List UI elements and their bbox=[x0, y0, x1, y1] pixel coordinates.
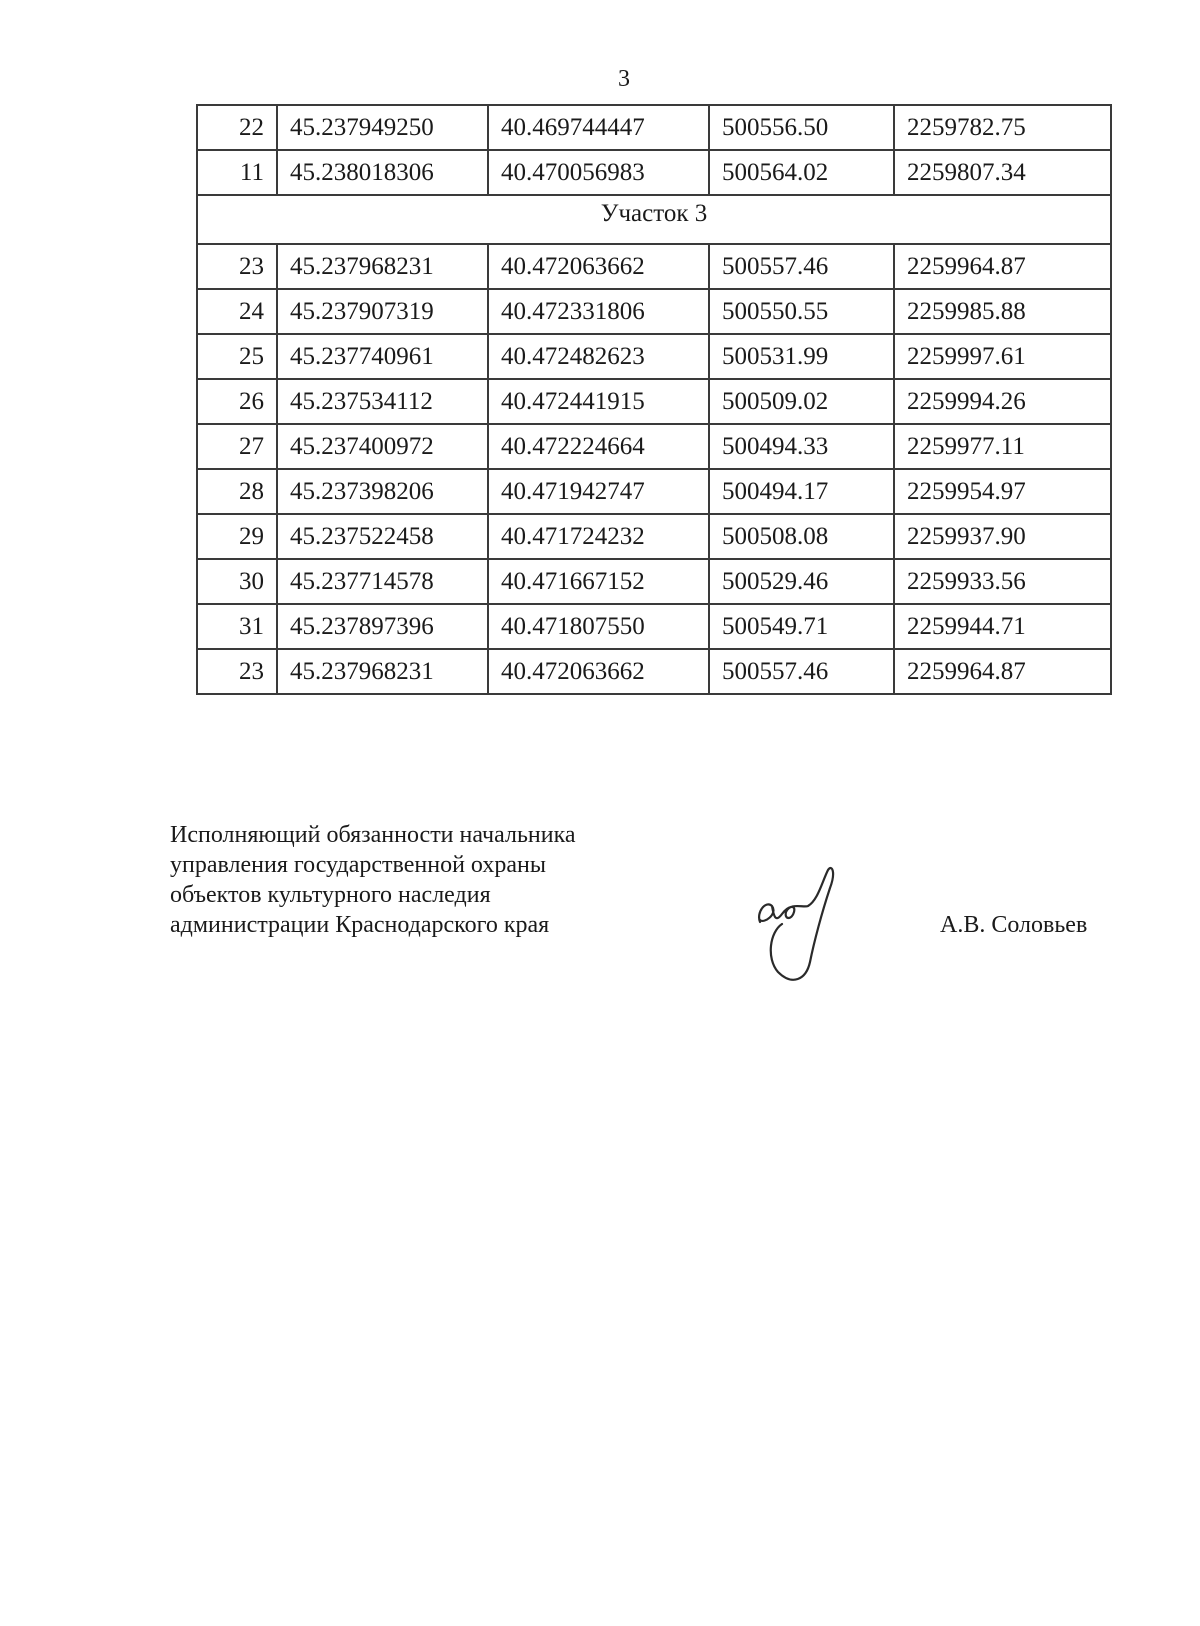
table-row bbox=[197, 334, 1111, 379]
longitude-cell: 40.472441915 bbox=[488, 379, 709, 424]
longitude-cell: 40.471942747 bbox=[488, 469, 709, 514]
y-coordinate-cell: 2259944.71 bbox=[894, 604, 1111, 649]
y-coordinate-cell: 2259985.88 bbox=[894, 289, 1111, 334]
x-coordinate-cell: 500494.33 bbox=[709, 424, 894, 469]
signatory-position-line: объектов культурного наследия bbox=[170, 882, 491, 908]
latitude-cell: 45.237740961 bbox=[277, 334, 488, 379]
longitude-cell: 40.471807550 bbox=[488, 604, 709, 649]
latitude-cell: 45.237907319 bbox=[277, 289, 488, 334]
signatory-position-line: управления государственной охраны bbox=[170, 852, 546, 878]
latitude-cell: 45.237398206 bbox=[277, 469, 488, 514]
y-coordinate-cell: 2259937.90 bbox=[894, 514, 1111, 559]
point-number-cell: 31 bbox=[197, 604, 277, 649]
y-coordinate-cell: 2259997.61 bbox=[894, 334, 1111, 379]
table-row bbox=[197, 150, 1111, 195]
longitude-cell: 40.469744447 bbox=[488, 105, 709, 150]
section-row bbox=[197, 195, 1111, 244]
table-row bbox=[197, 424, 1111, 469]
point-number-cell: 29 bbox=[197, 514, 277, 559]
longitude-cell: 40.471667152 bbox=[488, 559, 709, 604]
signatory-position-line: Исполняющий обязанности начальника bbox=[170, 822, 576, 848]
table-row bbox=[197, 514, 1111, 559]
signature-stroke bbox=[759, 868, 833, 980]
latitude-cell: 45.238018306 bbox=[277, 150, 488, 195]
y-coordinate-cell: 2259977.11 bbox=[894, 424, 1111, 469]
longitude-cell: 40.472063662 bbox=[488, 244, 709, 289]
coordinates-table bbox=[196, 104, 1112, 695]
signatory-position-line: администрации Краснодарского края bbox=[170, 912, 550, 938]
latitude-cell: 45.237968231 bbox=[277, 649, 488, 694]
latitude-cell: 45.237897396 bbox=[277, 604, 488, 649]
point-number-cell: 27 bbox=[197, 424, 277, 469]
x-coordinate-cell: 500557.46 bbox=[709, 244, 894, 289]
y-coordinate-cell: 2259782.75 bbox=[894, 105, 1111, 150]
coordinates-table-body bbox=[197, 105, 1111, 694]
y-coordinate-cell: 2259994.26 bbox=[894, 379, 1111, 424]
signatory-position bbox=[170, 820, 576, 940]
y-coordinate-cell: 2259964.87 bbox=[894, 244, 1111, 289]
latitude-cell: 45.237534112 bbox=[277, 379, 488, 424]
point-number-cell: 11 bbox=[197, 150, 277, 195]
point-number-cell: 28 bbox=[197, 469, 277, 514]
point-number-cell: 22 bbox=[197, 105, 277, 150]
point-number-cell: 25 bbox=[197, 334, 277, 379]
longitude-cell: 40.470056983 bbox=[488, 150, 709, 195]
longitude-cell: 40.471724232 bbox=[488, 514, 709, 559]
table-row bbox=[197, 559, 1111, 604]
table-row bbox=[197, 289, 1111, 334]
point-number-cell: 26 bbox=[197, 379, 277, 424]
table-row bbox=[197, 469, 1111, 514]
latitude-cell: 45.237968231 bbox=[277, 244, 488, 289]
signer-name: А.В. Соловьев bbox=[940, 912, 1088, 938]
longitude-cell: 40.472224664 bbox=[488, 424, 709, 469]
longitude-cell: 40.472063662 bbox=[488, 649, 709, 694]
latitude-cell: 45.237714578 bbox=[277, 559, 488, 604]
point-number-cell: 30 bbox=[197, 559, 277, 604]
table-row bbox=[197, 379, 1111, 424]
y-coordinate-cell: 2259933.56 bbox=[894, 559, 1111, 604]
y-coordinate-cell: 2259807.34 bbox=[894, 150, 1111, 195]
page-number: 3 bbox=[618, 66, 630, 92]
x-coordinate-cell: 500557.46 bbox=[709, 649, 894, 694]
longitude-cell: 40.472331806 bbox=[488, 289, 709, 334]
x-coordinate-cell: 500529.46 bbox=[709, 559, 894, 604]
table-row bbox=[197, 105, 1111, 150]
x-coordinate-cell: 500556.50 bbox=[709, 105, 894, 150]
y-coordinate-cell: 2259954.97 bbox=[894, 469, 1111, 514]
point-number-cell: 24 bbox=[197, 289, 277, 334]
table-row bbox=[197, 649, 1111, 694]
x-coordinate-cell: 500564.02 bbox=[709, 150, 894, 195]
latitude-cell: 45.237522458 bbox=[277, 514, 488, 559]
longitude-cell: 40.472482623 bbox=[488, 334, 709, 379]
section-label: Участок 3 bbox=[197, 195, 1111, 244]
handwritten-signature bbox=[752, 862, 862, 992]
x-coordinate-cell: 500508.08 bbox=[709, 514, 894, 559]
x-coordinate-cell: 500509.02 bbox=[709, 379, 894, 424]
y-coordinate-cell: 2259964.87 bbox=[894, 649, 1111, 694]
latitude-cell: 45.237400972 bbox=[277, 424, 488, 469]
table-row bbox=[197, 244, 1111, 289]
x-coordinate-cell: 500549.71 bbox=[709, 604, 894, 649]
x-coordinate-cell: 500494.17 bbox=[709, 469, 894, 514]
point-number-cell: 23 bbox=[197, 649, 277, 694]
latitude-cell: 45.237949250 bbox=[277, 105, 488, 150]
x-coordinate-cell: 500531.99 bbox=[709, 334, 894, 379]
x-coordinate-cell: 500550.55 bbox=[709, 289, 894, 334]
table-row bbox=[197, 604, 1111, 649]
point-number-cell: 23 bbox=[197, 244, 277, 289]
